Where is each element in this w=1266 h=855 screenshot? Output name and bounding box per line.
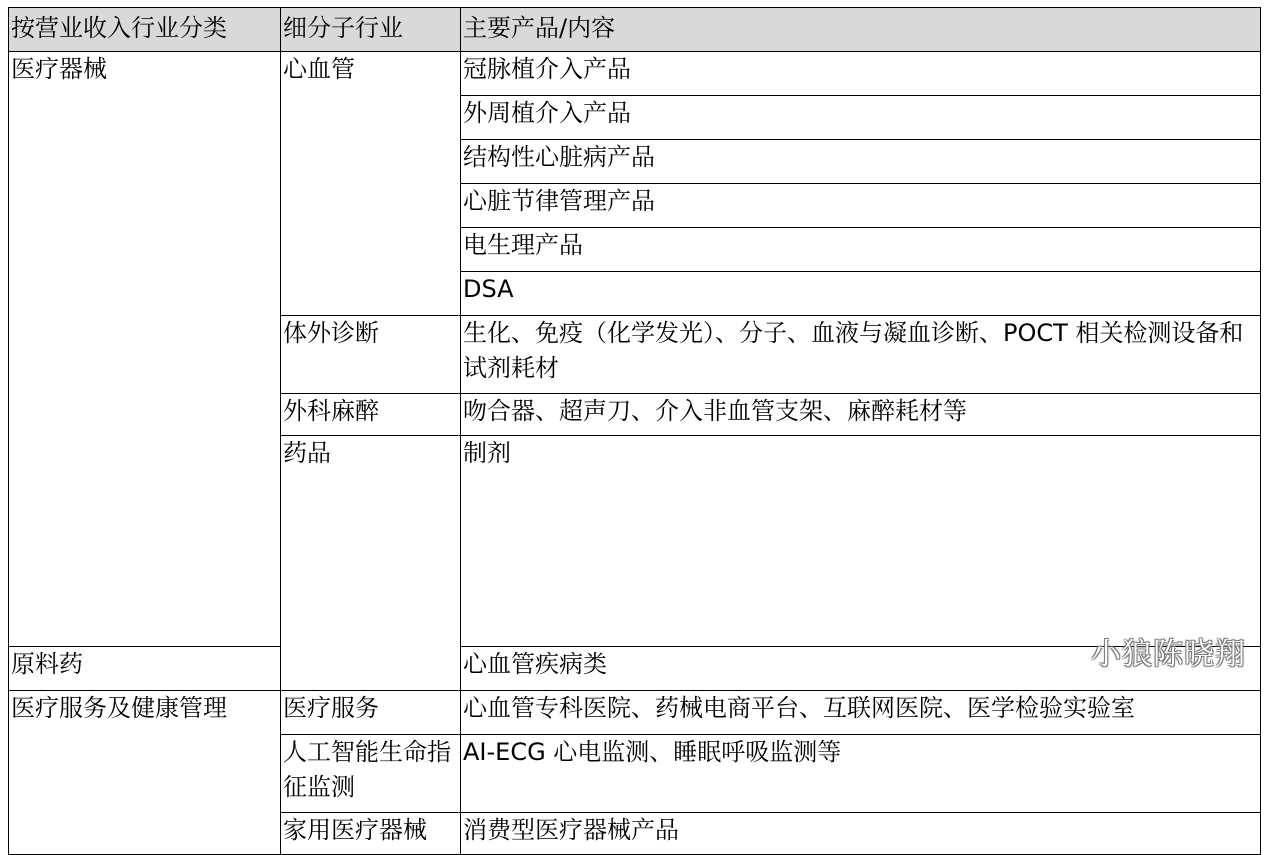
category-cell: 医疗服务及健康管理 xyxy=(9,691,281,855)
subindustry-cell: 医疗服务 xyxy=(281,691,461,735)
header-products: 主要产品/内容 xyxy=(461,8,1261,52)
table-row xyxy=(9,691,1261,735)
product-cell: 心血管专科医院、药械电商平台、互联网医院、医学检验实验室 xyxy=(461,691,1261,735)
table-header-row xyxy=(9,8,1261,52)
product-cell: 消费型医疗器械产品 xyxy=(461,813,1261,855)
product-cell: 冠脉植介入产品 xyxy=(461,52,1261,96)
product-cell: 外周植介入产品 xyxy=(461,96,1261,140)
category-cell: 药品 xyxy=(281,436,461,691)
subindustry-cell: 外科麻醉 xyxy=(281,394,461,436)
table-row xyxy=(9,52,1261,96)
product-cell: AI-ECG 心电监测、睡眠呼吸监测等 xyxy=(461,735,1261,813)
header-category: 按营业收入行业分类 xyxy=(9,8,281,52)
subindustry-cell: 家用医疗器械 xyxy=(281,813,461,855)
subindustry-cell: 体外诊断 xyxy=(281,316,461,394)
product-cell: 吻合器、超声刀、介入非血管支架、麻醉耗材等 xyxy=(461,394,1261,436)
table-row xyxy=(9,647,1261,691)
subindustry-cell: 原料药 xyxy=(9,647,281,691)
header-subindustry: 细分子行业 xyxy=(281,8,461,52)
product-cell: DSA xyxy=(461,272,1261,316)
subindustry-cell: 心血管 xyxy=(281,52,461,316)
product-cell: 生化、免疫（化学发光）、分子、血液与凝血诊断、POCT 相关检测设备和试剂耗材 xyxy=(461,316,1261,394)
product-cell: 电生理产品 xyxy=(461,228,1261,272)
product-cell: 结构性心脏病产品 xyxy=(461,140,1261,184)
industry-classification-table xyxy=(8,7,1261,855)
subindustry-cell: 制剂 xyxy=(461,436,1261,647)
product-cell: 心脏节律管理产品 xyxy=(461,184,1261,228)
watermark-text: 小狼陈晓翔 xyxy=(1091,637,1246,672)
category-cell: 医疗器械 xyxy=(9,52,281,647)
product-cell: 心血管疾病类 xyxy=(461,647,1261,691)
subindustry-cell: 人工智能生命指征监测 xyxy=(281,735,461,813)
